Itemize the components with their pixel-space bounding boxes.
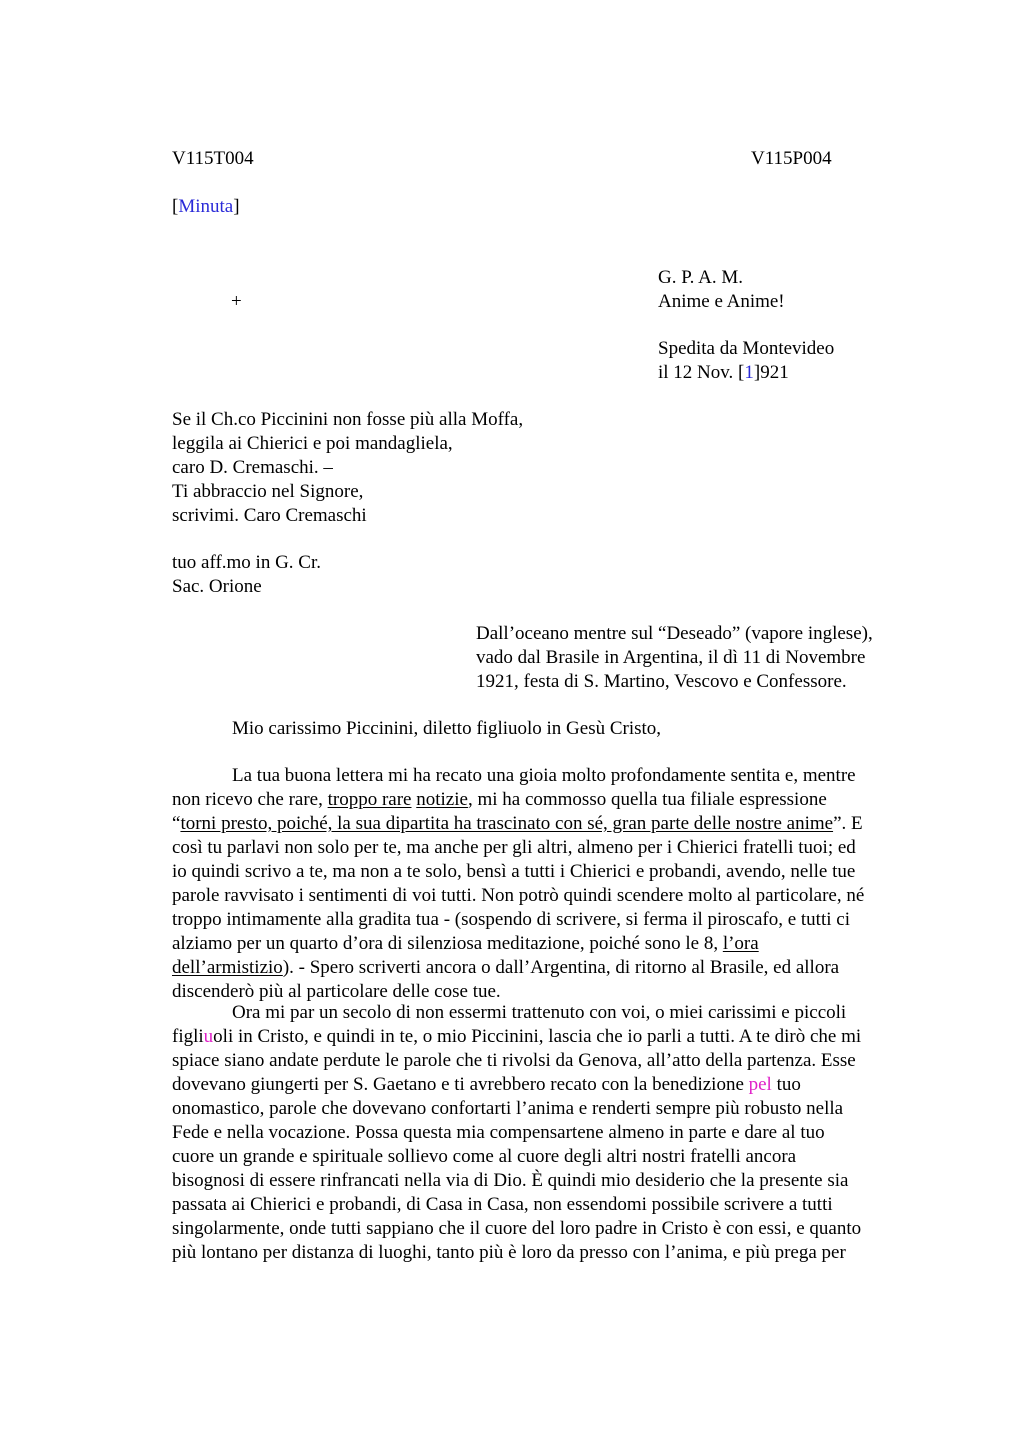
- paragraph-line: Fede e nella vocazione. Possa questa mia compensartene almeno in parte e dare al tuo: [172, 1122, 825, 1143]
- text-run: ”. E: [833, 813, 863, 834]
- minuta-word: Minuta: [178, 196, 234, 217]
- postscript-line: Ti abbraccio nel Signore,: [172, 481, 364, 502]
- paragraph-line: troppo intimamente alla gradita tua - (sospendo di scrivere, si ferma il piroscafo, e tutti ci: [172, 909, 850, 930]
- underlined-text: l’ora: [722, 933, 759, 954]
- sent-date-bracket: 1: [744, 362, 754, 383]
- paragraph-line: così tu parlavi non solo per te, ma anche per gli altri, almeno per i Chierici fratelli tuoi; ed: [172, 837, 856, 858]
- postscript-line: caro D. Cremaschi. –: [172, 457, 333, 478]
- paragraph-line: [172, 788, 932, 812]
- document-code-right: V115P004: [751, 148, 832, 169]
- dateline-line: 1921, festa di S. Martino, Vescovo e Confessore.: [476, 671, 847, 692]
- paragraph-line: La tua buona lettera mi ha recato una gioia molto profondamente sentita e, mentre: [232, 765, 856, 786]
- sent-date-prefix: il 12 Nov. [: [658, 362, 745, 383]
- document-code-left: V115T004: [172, 148, 254, 169]
- salutation: Mio carissimo Piccinini, diletto figliuolo in Gesù Cristo,: [232, 718, 662, 739]
- paragraph-line: [172, 932, 932, 956]
- text-run: tuo: [771, 1074, 801, 1095]
- text-run: dovevano giungerti per S. Gaetano e ti avrebbero recato con la benedizione: [172, 1074, 749, 1095]
- motto: Anime e Anime!: [658, 291, 785, 312]
- highlighted-letter: u: [203, 1026, 214, 1047]
- minuta-bracket-close: ]: [233, 196, 240, 217]
- underlined-text: notizie: [416, 789, 468, 810]
- paragraph-line: discenderò più al particolare delle cose tue.: [172, 981, 501, 1002]
- paragraph-line: io quindi scrivo a te, ma non a te solo, bensì a tutti i Chierici e probandi, avendo, nelle tue: [172, 861, 856, 882]
- dateline-line: Dall’oceano mentre sul “Deseado” (vapore inglese),: [476, 623, 873, 644]
- paragraph-line: singolarmente, onde tutti sappiano che il cuore del loro padre in Cristo è con essi, e quanto: [172, 1218, 862, 1239]
- highlighted-word: pel: [748, 1074, 772, 1095]
- paragraph-line: [172, 812, 932, 836]
- text-run: non ricevo che rare,: [172, 789, 328, 810]
- minuta-label: [172, 195, 240, 219]
- paragraph-line: [172, 1025, 932, 1049]
- paragraph-line: più lontano per distanza di luoghi, tanto più è loro da presso con l’anima, e più prega per: [172, 1242, 846, 1263]
- paragraph-line: parole ravvisato i sentimenti di voi tutti. Non potrò quindi scendere molto al particolare, né: [172, 885, 865, 906]
- postscript-block: [172, 408, 523, 528]
- paragraph-line: spiace siano andate perdute le parole che ti rivolsi da Genova, all’atto della partenza. Esse: [172, 1050, 856, 1071]
- minuta-bracket-open: [: [172, 196, 179, 217]
- sent-date-suffix: ]921: [753, 362, 789, 383]
- paragraph-line: bisognosi di essere rinfrancati nella via di Dio. È quindi mio desiderio che la presente sia: [172, 1170, 849, 1191]
- paragraph-line: [172, 956, 932, 980]
- signoff: tuo aff.mo in G. Cr.: [172, 552, 322, 573]
- dateline-block: [476, 622, 873, 694]
- letter-paragraph-1: [172, 764, 932, 1004]
- signature: Sac. Orione: [172, 576, 262, 597]
- dateline-line: vado dal Brasile in Argentina, il dì 11 di Novembre: [476, 647, 866, 668]
- postscript-line: leggila ai Chierici e poi mandagliela,: [172, 433, 453, 454]
- postscript-line: scrivimi. Caro Cremaschi: [172, 505, 367, 526]
- paragraph-line: Ora mi par un secolo di non essermi trattenuto con voi, o miei carissimi e piccoli: [232, 1002, 847, 1023]
- sent-date: [658, 361, 789, 385]
- paragraph-line: onomastico, parole che dovevano confortarti l’anima e renderti sempre più robusto nella: [172, 1098, 844, 1119]
- text-run: ). - Spero scriverti ancora o dall’Argentina, di ritorno al Brasile, ed allora: [282, 957, 840, 978]
- sent-from: Spedita da Montevideo: [658, 338, 835, 359]
- paragraph-line: cuore un grande e spirituale sollievo come al cuore degli altri nostri fratelli ancora: [172, 1146, 797, 1167]
- cross-symbol: +: [231, 291, 242, 312]
- text-run: “: [172, 813, 181, 834]
- letter-paragraph-2: [172, 1001, 932, 1265]
- text-run: , mi ha commosso quella tua filiale espressione: [467, 789, 827, 810]
- underlined-text: troppo rare: [327, 789, 412, 810]
- gpam-invocation: G. P. A. M.: [658, 267, 743, 288]
- paragraph-line: [172, 1073, 932, 1097]
- text-run: alziamo per un quarto d’ora di silenziosa meditazione, poiché sono le 8,: [172, 933, 723, 954]
- text-run: figli: [172, 1026, 204, 1047]
- paragraph-line: passata ai Chierici e probandi, di Casa in Casa, non essendomi possibile scrivere a tutti: [172, 1194, 833, 1215]
- underlined-quote: torni presto, poiché, la sua dipartita ha trascinato con sé, gran parte delle nostre anime: [180, 813, 834, 834]
- underlined-text: dell’armistizio: [172, 957, 283, 978]
- postscript-line: Se il Ch.co Piccinini non fosse più alla Moffa,: [172, 409, 524, 430]
- text-run: oli in Cristo, e quindi in te, o mio Piccinini, lascia che io parli a tutti. A te dirò che mi: [213, 1026, 862, 1047]
